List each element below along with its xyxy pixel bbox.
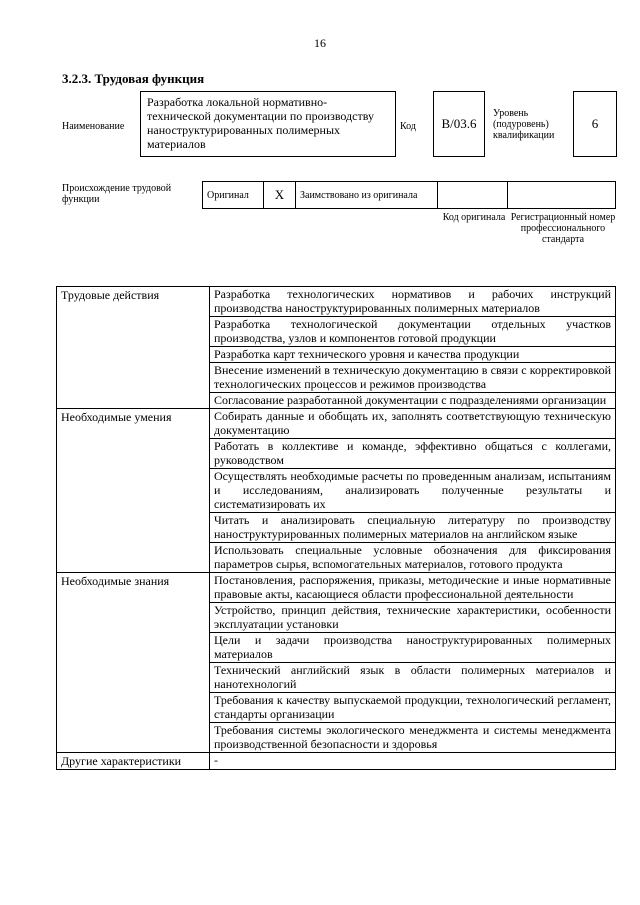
table-row <box>57 409 616 439</box>
row-item: Собирать данные и обобщать их, заполнять соответствующую техническую документацию <box>210 409 616 439</box>
row-item: Цели и задачи производства наноструктурированных полимерных материалов <box>210 633 616 663</box>
level-label: Уровень (подуровень) квалификации <box>493 108 555 141</box>
row-item: Работать в коллективе и команде, эффективно общаться с коллегами, руководством <box>210 439 616 469</box>
row-item: Требования к качеству выпускаемой продукции, технологический регламент, стандарты организации <box>210 693 616 723</box>
level-value: 6 <box>573 91 617 157</box>
code-value: B/03.6 <box>433 91 485 157</box>
name-value: Разработка локальной нормативно-технической документации по производству наноструктурированных полимерных материалов <box>140 91 396 157</box>
row-item: Читать и анализировать специальную литературу по производству наноструктурированных полимерных материалов на английском языке <box>210 513 616 543</box>
table-row <box>57 753 616 770</box>
row-item: Внесение изменений в техническую документацию в связи с корректировкой технологических процессов и режимов производства <box>210 363 616 393</box>
row-item: Устройство, принцип действия, технические характеристики, особенности эксплуатации установки <box>210 603 616 633</box>
origin-table <box>202 181 616 209</box>
origin-reg-caption: Регистрационный номер профессионального стандарта <box>510 212 616 245</box>
name-label: Наименование <box>62 121 125 132</box>
row-item: Осуществлять необходимые расчеты по проведенным анализам, испытаниям и исследованиям, анализировать полученные результаты и систематизировать их <box>210 469 616 513</box>
origin-code-cell <box>438 181 508 209</box>
row-item: Требования системы экологического менеджмента и системы менеджмента производственной безопасности и здоровья <box>210 723 616 753</box>
row-label: Необходимые знания <box>57 573 210 753</box>
code-label: Код <box>400 121 416 132</box>
row-item: Постановления, распоряжения, приказы, методические и иные нормативные правовые акты, касающиеся области профессиональной деятельности <box>210 573 616 603</box>
page-number: 16 <box>314 36 326 50</box>
row-item: Согласование разработанной документации с подразделениями организации <box>210 393 616 409</box>
origin-label: Происхождение трудовой функции <box>62 183 172 205</box>
row-item: - <box>210 753 616 770</box>
row-item: Технический английский язык в области полимерных материалов и нанотехнологий <box>210 663 616 693</box>
origin-original: Оригинал <box>202 181 264 209</box>
row-item: Разработка карт технического уровня и качества продукции <box>210 347 616 363</box>
table-row <box>57 573 616 603</box>
row-item: Использовать специальные условные обозначения для фиксирования параметров сырья, вспомогательных материалов, готового продукта <box>210 543 616 573</box>
table-row <box>57 287 616 317</box>
row-item: Разработка технологических нормативов и рабочих инструкций производства наноструктурированных полимерных материалов <box>210 287 616 317</box>
origin-code-caption: Код оригинала <box>442 212 506 223</box>
row-label: Другие характеристики <box>57 753 210 770</box>
section-title: 3.2.3. Трудовая функция <box>62 71 205 86</box>
row-label: Необходимые умения <box>57 409 210 573</box>
row-label: Трудовые действия <box>57 287 210 409</box>
origin-borrowed: Заимствовано из оригинала <box>296 181 438 209</box>
origin-mark: X <box>264 181 296 209</box>
origin-reg-cell <box>508 181 616 209</box>
row-item: Разработка технологической документации отдельных участков производства, узлов и компонентов готовой продукции <box>210 317 616 347</box>
function-table <box>56 286 616 770</box>
